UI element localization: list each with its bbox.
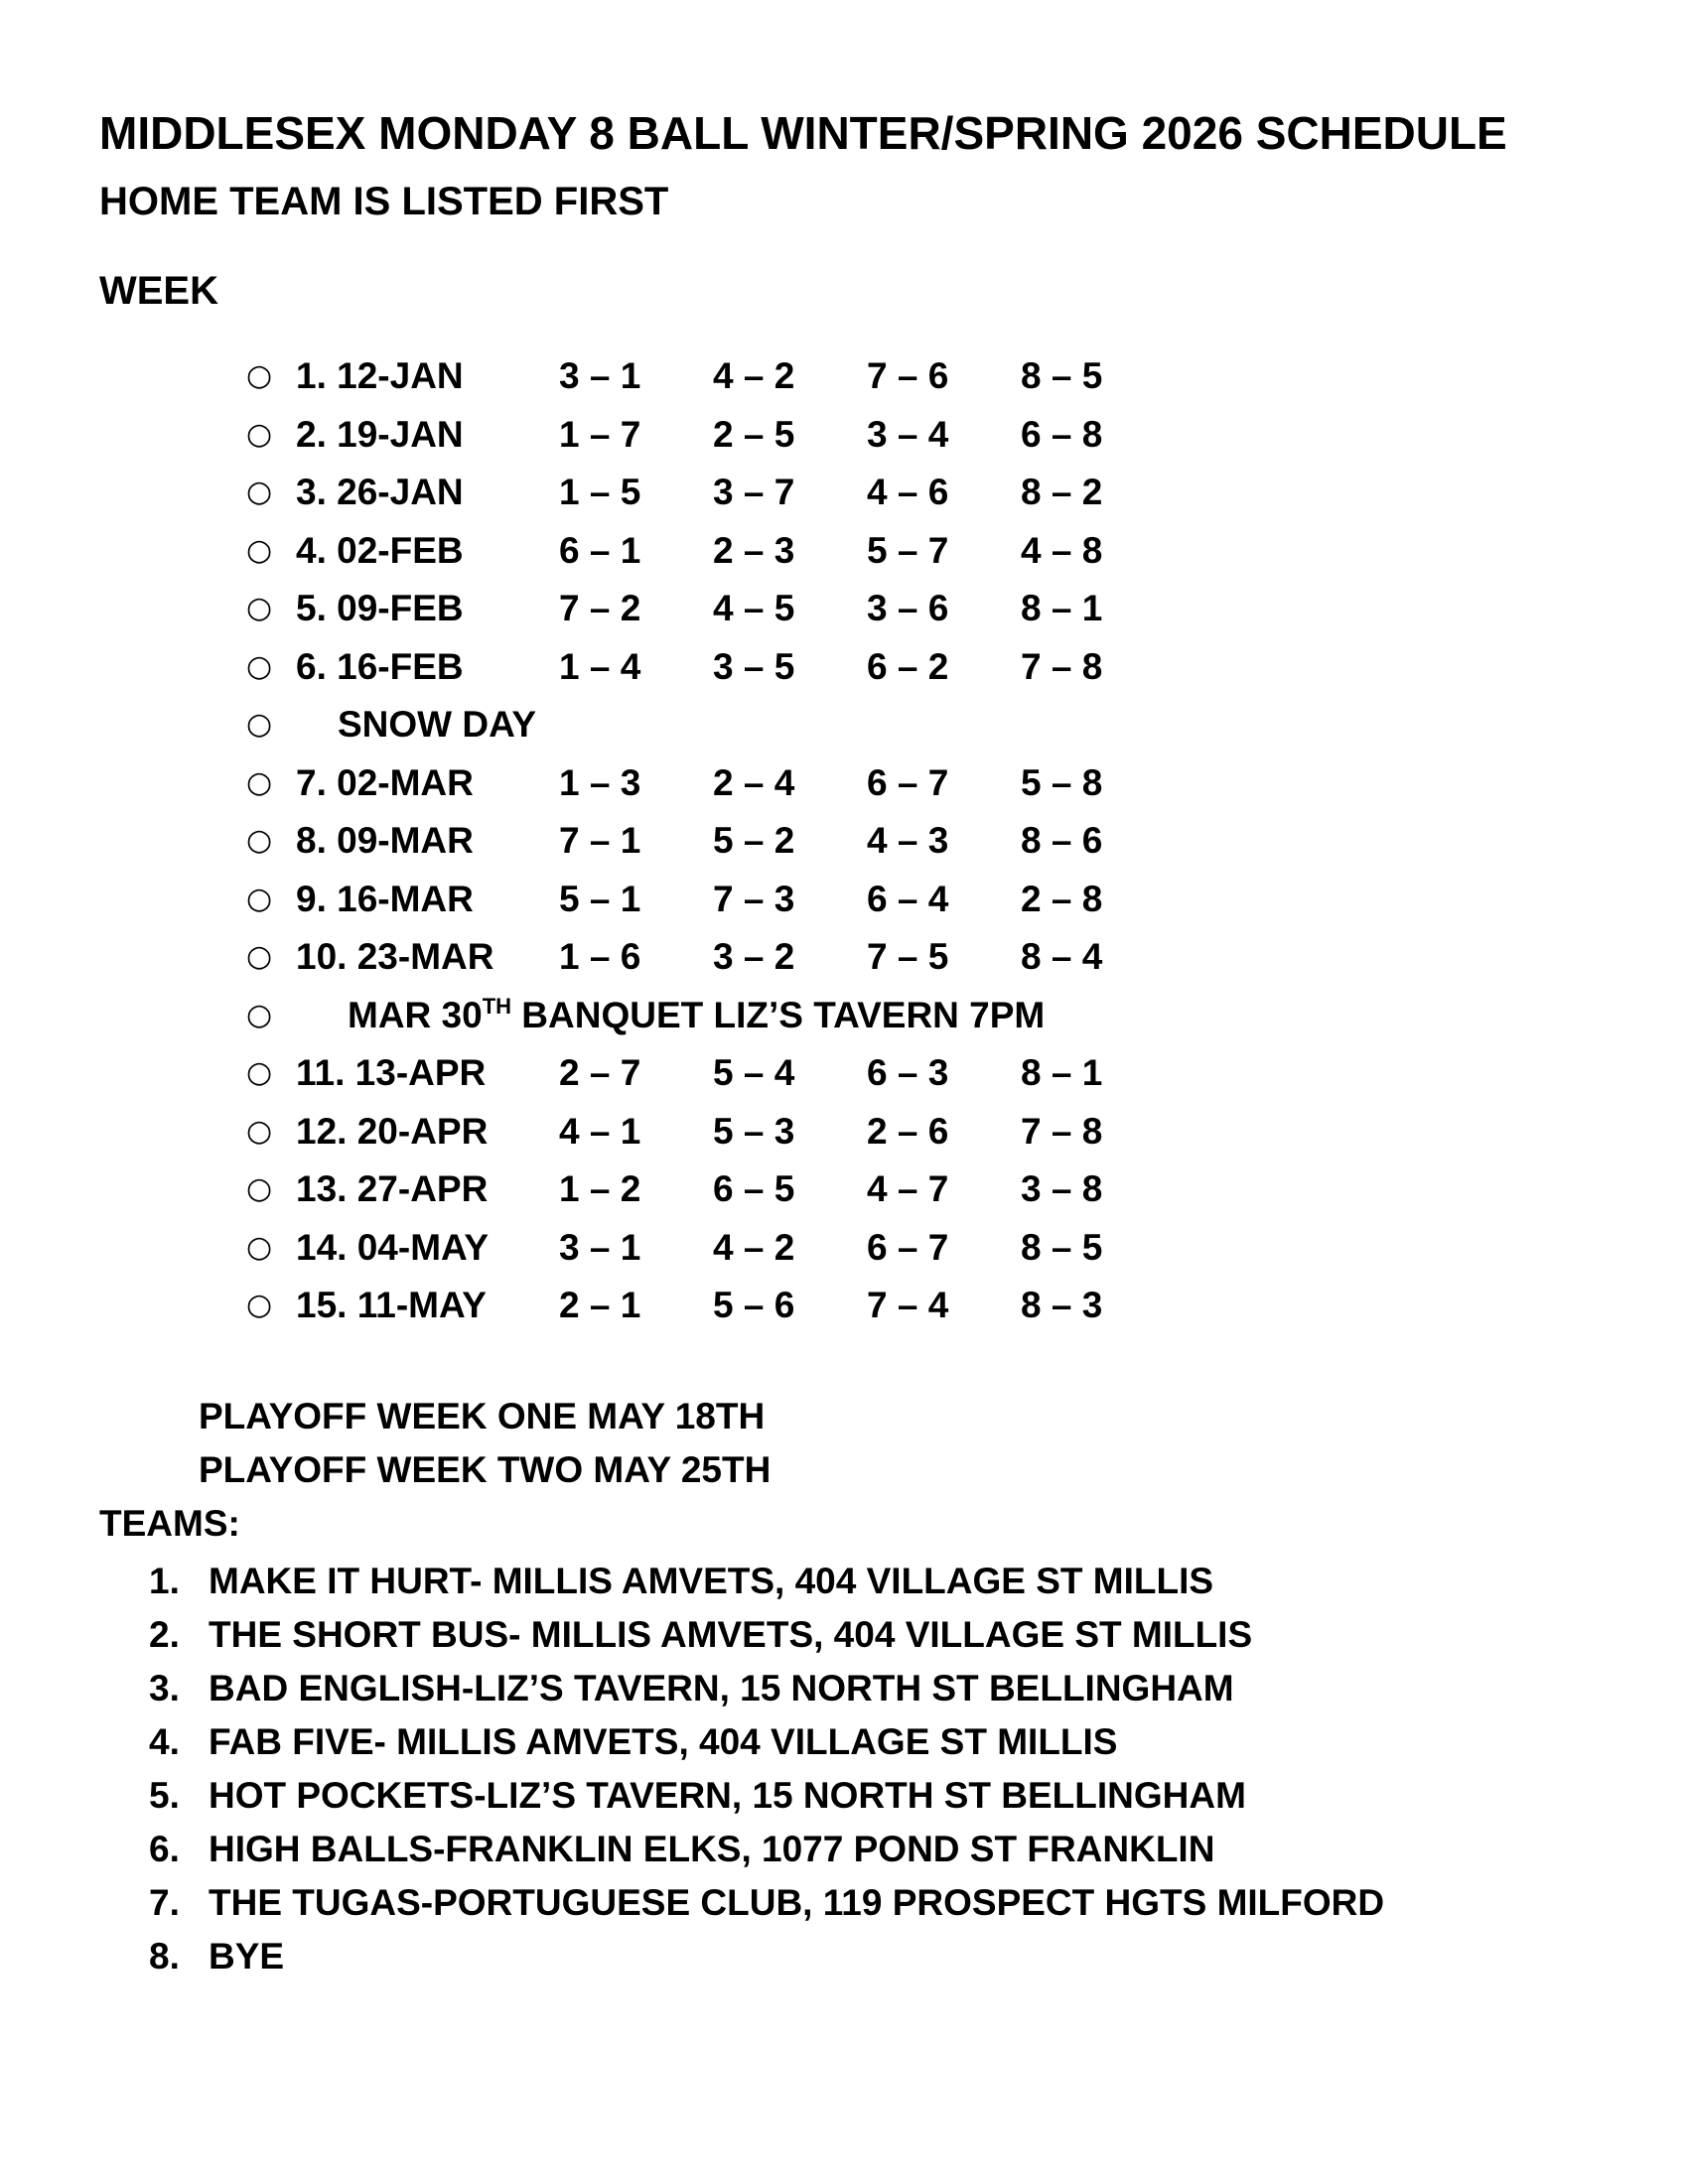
matchup: 1 – 3 xyxy=(559,761,641,803)
schedule-row xyxy=(246,347,1175,406)
week-date: 6. 16-FEB xyxy=(296,645,464,687)
banquet-date: MAR 30 xyxy=(348,995,483,1036)
matchup: 7 – 6 xyxy=(867,355,949,397)
matchup: 3 – 8 xyxy=(1021,1168,1103,1210)
matchup: 7 – 8 xyxy=(1021,645,1103,687)
schedule-row xyxy=(246,464,1175,522)
team-name: BAD ENGLISH-LIZ’S TAVERN, 15 NORTH ST BELLINGHAM xyxy=(209,1668,1234,1708)
schedule-row xyxy=(246,1103,1175,1161)
bullet-icon: ○ xyxy=(246,997,273,1032)
week-date: 3. 26-JAN xyxy=(296,472,464,513)
schedule-row xyxy=(246,638,1175,697)
week-date: 15. 11-MAY xyxy=(296,1285,487,1326)
schedule-row xyxy=(246,812,1175,871)
matchup: 8 – 5 xyxy=(1021,1226,1103,1268)
team-number: 4. xyxy=(149,1721,180,1762)
page-subtitle: HOME TEAM IS LISTED FIRST xyxy=(99,180,669,223)
team-item xyxy=(149,1555,1384,1608)
week-date: 7. 02-MAR xyxy=(296,761,474,803)
matchup: 7 – 4 xyxy=(867,1285,949,1326)
matchup: 8 – 2 xyxy=(1021,472,1103,513)
matchup: 1 – 4 xyxy=(559,645,641,687)
snow-day-note: SNOW DAY xyxy=(338,704,537,746)
week-date: 14. 04-MAY xyxy=(296,1226,490,1268)
bullet-icon: ○ xyxy=(246,648,273,684)
bullet-icon: ○ xyxy=(246,939,273,975)
bullet-icon: ○ xyxy=(246,532,273,568)
schedule-row xyxy=(246,871,1175,929)
playoff-week-two: PLAYOFF WEEK TWO MAY 25TH xyxy=(199,1449,772,1490)
week-date: 8. 09-MAR xyxy=(296,820,474,862)
matchup: 2 – 7 xyxy=(559,1052,641,1094)
team-item xyxy=(149,1876,1384,1930)
matchup: 6 – 3 xyxy=(867,1052,949,1094)
team-item xyxy=(149,1769,1384,1823)
team-name: BYE xyxy=(209,1936,285,1977)
matchup: 4 – 7 xyxy=(867,1168,949,1210)
bullet-icon: ○ xyxy=(246,1288,273,1323)
schedule-row xyxy=(246,1044,1175,1103)
matchup: 5 – 8 xyxy=(1021,761,1103,803)
bullet-icon: ○ xyxy=(246,1229,273,1265)
matchup: 1 – 6 xyxy=(559,936,641,978)
bullet-icon: ○ xyxy=(246,764,273,800)
bullet-icon: ○ xyxy=(246,881,273,916)
team-name: MAKE IT HURT- MILLIS AMVETS, 404 VILLAGE ST MILLIS xyxy=(209,1561,1214,1601)
team-number: 5. xyxy=(149,1775,180,1816)
matchup: 2 – 4 xyxy=(713,761,795,803)
matchup: 3 – 4 xyxy=(867,413,949,455)
team-number: 1. xyxy=(149,1561,180,1601)
schedule-row xyxy=(246,580,1175,638)
matchup: 8 – 6 xyxy=(1021,820,1103,862)
matchup: 6 – 1 xyxy=(559,529,641,571)
team-name: HIGH BALLS-FRANKLIN ELKS, 1077 POND ST FRANKLIN xyxy=(209,1829,1215,1869)
matchup: 3 – 2 xyxy=(713,936,795,978)
matchup: 6 – 2 xyxy=(867,645,949,687)
matchup: 4 – 5 xyxy=(713,588,795,629)
team-item xyxy=(149,1662,1384,1715)
matchup: 8 – 1 xyxy=(1021,1052,1103,1094)
matchup: 3 – 1 xyxy=(559,1226,641,1268)
week-heading: WEEK xyxy=(99,269,218,313)
matchup: 4 – 2 xyxy=(713,355,795,397)
team-number: 8. xyxy=(149,1936,180,1977)
bullet-icon: ○ xyxy=(246,591,273,626)
banquet-details: BANQUET LIZ’S TAVERN 7PM xyxy=(511,995,1046,1036)
matchup: 6 – 5 xyxy=(713,1168,795,1210)
matchup: 2 – 8 xyxy=(1021,878,1103,919)
matchup: 7 – 2 xyxy=(559,588,641,629)
team-name: HOT POCKETS-LIZ’S TAVERN, 15 NORTH ST BELLINGHAM xyxy=(209,1775,1246,1816)
matchup: 8 – 1 xyxy=(1021,588,1103,629)
schedule-row xyxy=(246,928,1175,987)
team-name: THE SHORT BUS- MILLIS AMVETS, 404 VILLAGE ST MILLIS xyxy=(209,1614,1253,1655)
matchup: 7 – 3 xyxy=(713,878,795,919)
team-item xyxy=(149,1823,1384,1876)
week-date: 5. 09-FEB xyxy=(296,588,464,629)
team-item xyxy=(149,1715,1384,1769)
schedule-row xyxy=(246,1277,1175,1335)
team-number: 7. xyxy=(149,1882,180,1923)
matchup: 6 – 7 xyxy=(867,761,949,803)
week-date: 1. 12-JAN xyxy=(296,355,464,397)
team-number: 3. xyxy=(149,1668,180,1708)
bullet-icon: ○ xyxy=(246,358,273,394)
matchup: 5 – 7 xyxy=(867,529,949,571)
matchup: 4 – 6 xyxy=(867,472,949,513)
matchup: 3 – 5 xyxy=(713,645,795,687)
banquet-note xyxy=(296,994,1045,1036)
matchup: 2 – 6 xyxy=(867,1110,949,1152)
matchup: 1 – 7 xyxy=(559,413,641,455)
matchup: 5 – 4 xyxy=(713,1052,795,1094)
teams-list xyxy=(149,1555,1384,1983)
team-item xyxy=(149,1608,1384,1662)
banquet-date-suffix: TH xyxy=(482,994,512,1020)
matchup: 8 – 4 xyxy=(1021,936,1103,978)
teams-heading: TEAMS: xyxy=(99,1503,240,1544)
matchup: 2 – 3 xyxy=(713,529,795,571)
matchup: 3 – 7 xyxy=(713,472,795,513)
matchup: 4 – 1 xyxy=(559,1110,641,1152)
schedule-row xyxy=(246,754,1175,813)
matchup: 7 – 1 xyxy=(559,820,641,862)
team-name: FAB FIVE- MILLIS AMVETS, 404 VILLAGE ST MILLIS xyxy=(209,1721,1118,1762)
matchup: 4 – 2 xyxy=(713,1226,795,1268)
matchup: 7 – 8 xyxy=(1021,1110,1103,1152)
schedule-note-row xyxy=(246,987,1175,1045)
matchup: 8 – 3 xyxy=(1021,1285,1103,1326)
team-name: THE TUGAS-PORTUGUESE CLUB, 119 PROSPECT HGTS MILFORD xyxy=(209,1882,1385,1923)
matchup: 1 – 2 xyxy=(559,1168,641,1210)
week-date: 4. 02-FEB xyxy=(296,529,464,571)
page-title: MIDDLESEX MONDAY 8 BALL WINTER/SPRING 2026 SCHEDULE xyxy=(99,107,1507,159)
week-date: 10. 23-MAR xyxy=(296,936,494,978)
bullet-icon: ○ xyxy=(246,823,273,859)
team-number: 2. xyxy=(149,1614,180,1655)
schedule-list xyxy=(246,347,1175,1335)
matchup: 3 – 6 xyxy=(867,588,949,629)
week-date: 13. 27-APR xyxy=(296,1168,489,1210)
bullet-icon: ○ xyxy=(246,1055,273,1091)
matchup: 5 – 1 xyxy=(559,878,641,919)
week-date: 2. 19-JAN xyxy=(296,413,464,455)
matchup: 1 – 5 xyxy=(559,472,641,513)
bullet-icon: ○ xyxy=(246,475,273,510)
matchup: 2 – 1 xyxy=(559,1285,641,1326)
matchup: 6 – 8 xyxy=(1021,413,1103,455)
team-item xyxy=(149,1930,1384,1983)
bullet-icon: ○ xyxy=(246,1171,273,1207)
week-date: 11. 13-APR xyxy=(296,1052,487,1094)
week-date: 12. 20-APR xyxy=(296,1110,489,1152)
matchup: 4 – 8 xyxy=(1021,529,1103,571)
matchup: 2 – 5 xyxy=(713,413,795,455)
schedule-row xyxy=(246,1219,1175,1278)
schedule-row xyxy=(246,522,1175,581)
matchup: 5 – 3 xyxy=(713,1110,795,1152)
matchup: 6 – 7 xyxy=(867,1226,949,1268)
bullet-icon: ○ xyxy=(246,416,273,452)
bullet-icon: ○ xyxy=(246,707,273,743)
schedule-note-row xyxy=(246,696,1175,754)
week-date: 9. 16-MAR xyxy=(296,878,474,919)
matchup: 5 – 6 xyxy=(713,1285,795,1326)
schedule-row xyxy=(246,406,1175,465)
matchup: 8 – 5 xyxy=(1021,355,1103,397)
matchup: 5 – 2 xyxy=(713,820,795,862)
matchup: 4 – 3 xyxy=(867,820,949,862)
matchup: 3 – 1 xyxy=(559,355,641,397)
schedule-row xyxy=(246,1160,1175,1219)
playoff-week-one: PLAYOFF WEEK ONE MAY 18TH xyxy=(199,1396,766,1436)
team-number: 6. xyxy=(149,1829,180,1869)
matchup: 6 – 4 xyxy=(867,878,949,919)
matchup: 7 – 5 xyxy=(867,936,949,978)
bullet-icon: ○ xyxy=(246,1113,273,1149)
